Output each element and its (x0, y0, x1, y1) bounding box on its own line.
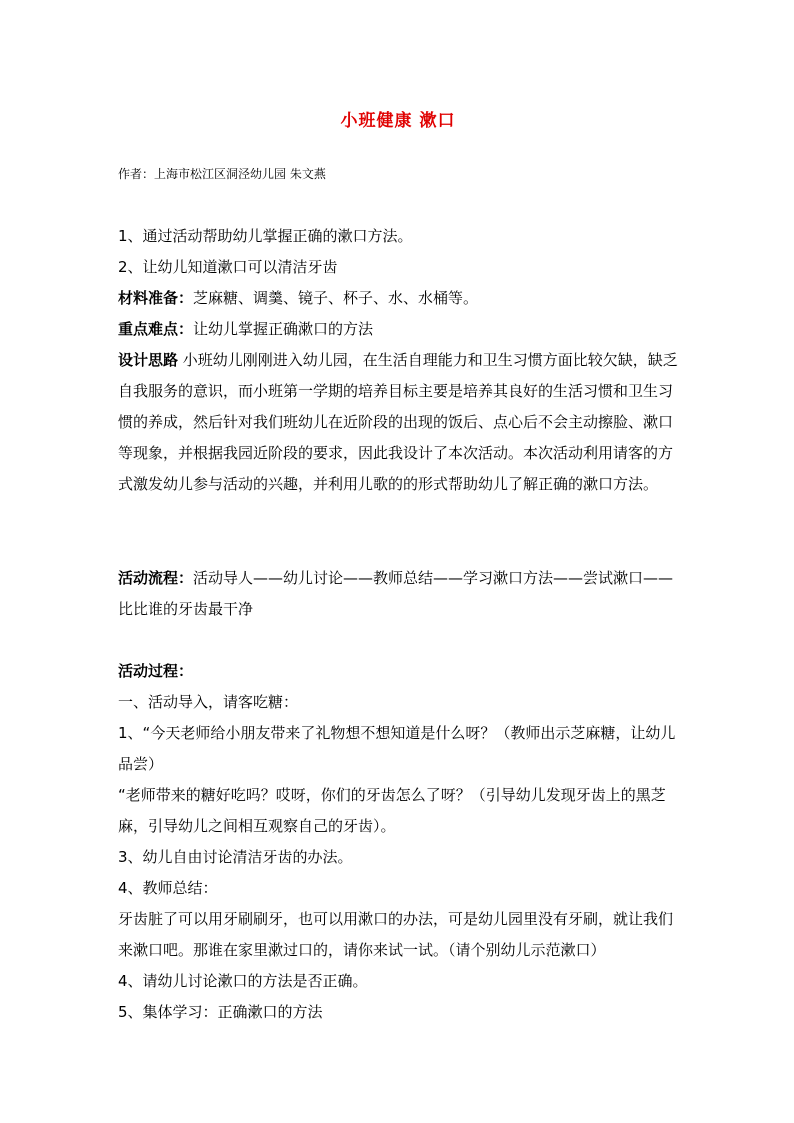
goal-2: 2、让幼儿知道漱口可以清洁牙齿 (118, 258, 338, 276)
process-line-2: 1、“今天老师给小朋友带来了礼物想不想知道是什么呀？（教师出示芝麻糖，让幼儿品尝） (118, 724, 676, 773)
materials-line (118, 283, 678, 314)
materials-label: 材料准备： (118, 289, 194, 307)
document-title: 小班健康 漱口 (340, 111, 456, 131)
flow-paragraph (118, 563, 678, 625)
design-text: 小班幼儿刚刚进入幼儿园，在生活自理能力和卫生习惯方面比较欠缺，缺乏自我服务的意识，而小班第一学期的培养目标主要是培养其良好的生活习惯和卫生习惯的养成，然后针对我们班幼儿在近阶段的出现的饭后、点心后不会主动擦脸、漱口等现象，并根据我园近阶段的要求，因此我设计了本次活动。本次活动利用请客的方式激发幼儿参与活动的兴趣，并利用儿歌的的形式帮助幼儿了解正确的漱口方法。 (118, 351, 678, 493)
goal-1: 1、通过活动帮助幼儿掌握正确的漱口方法。 (118, 227, 413, 245)
design-label: 设计思路 (118, 351, 179, 369)
process-line-4: 3、幼儿自由讨论清洁牙齿的办法。 (118, 848, 353, 866)
materials-text: 芝麻糖、调羹、镜子、杯子、水、水桶等。 (193, 289, 479, 307)
process-line-7: 4、请幼儿讨论漱口的方法是否正确。 (118, 972, 368, 990)
key-point-line (118, 314, 678, 345)
process-line-8: 5、集体学习：正确漱口的方法 (118, 1003, 323, 1021)
process-line-6: 牙齿脏了可以用牙刷刷牙，也可以用漱口的办法，可是幼儿园里没有牙刷，就让我们来漱口吧。那谁在家里漱过口的，请你来试一试。（请个别幼儿示范漱口） (118, 910, 674, 959)
key-point-label: 重点难点： (118, 320, 194, 338)
process-line-1: 一、活动导入，请客吃糖： (118, 693, 299, 711)
key-point-text: 让幼儿掌握正确漱口的方法 (193, 320, 374, 338)
process-line-5: 4、教师总结： (118, 879, 218, 897)
flow-text: 活动导人——幼儿讨论——教师总结——学习漱口方法——尝试漱口——比比谁的牙齿最干净 (118, 569, 674, 618)
process-heading: 活动过程： (118, 662, 194, 680)
design-paragraph (118, 345, 678, 500)
process-line-3: “老师带来的糖好吃吗？哎呀，你们的牙齿怎么了呀？（引导幼儿发现牙齿上的黑芝麻，引导幼儿之间相互观察自己的牙齿）。 (118, 786, 666, 835)
author-line: 作者：上海市松江区洞泾幼儿园 朱文燕 (118, 167, 326, 181)
flow-label: 活动流程： (118, 569, 194, 587)
